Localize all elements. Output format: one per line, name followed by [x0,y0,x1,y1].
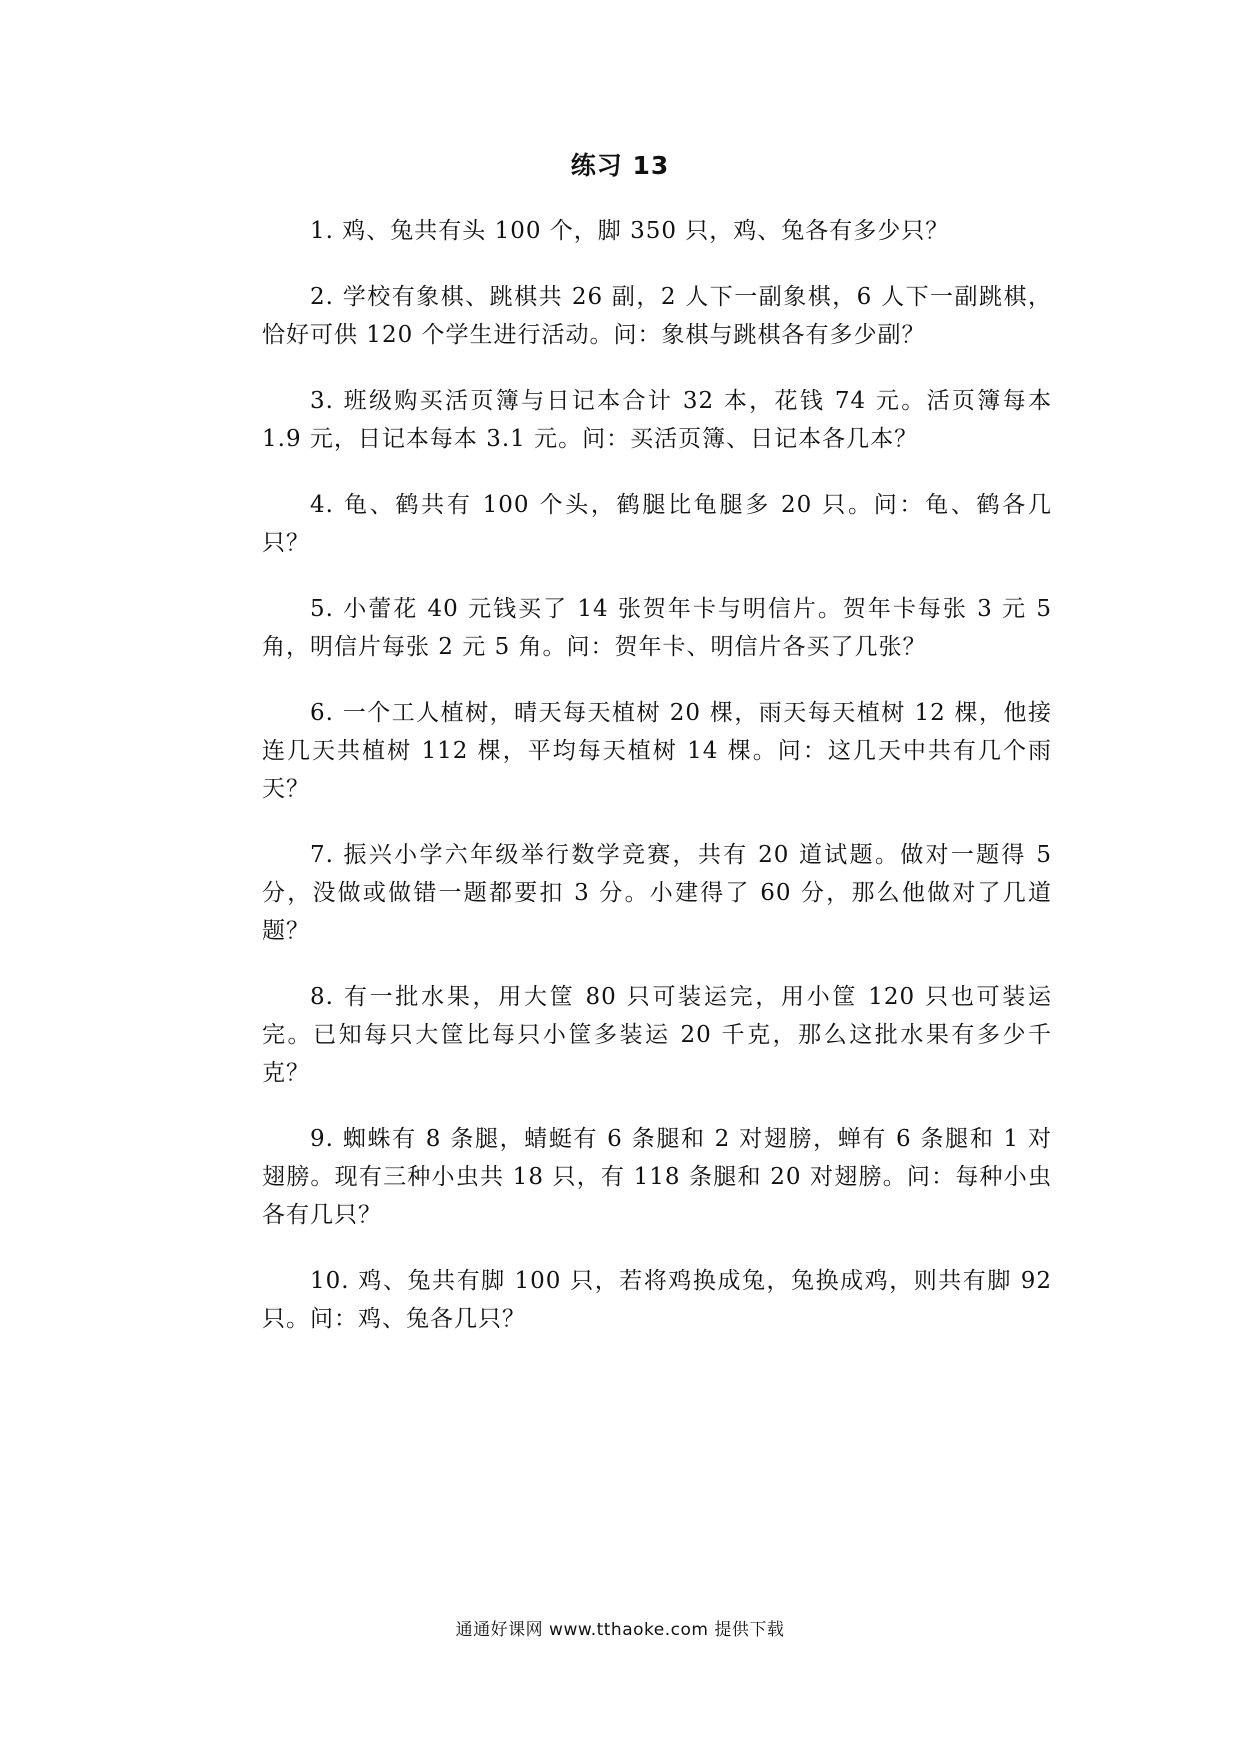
problem-list [262,212,1052,1366]
problem-3: 3. 班级购买活页簿与日记本合计 32 本，花钱 74 元。活页簿每本 1.9 元，日记本每本 3.1 元。问：买活页簿、日记本各几本？ [262,388,1052,452]
problem-6: 6. 一个工人植树，晴天每天植树 20 棵，雨天每天植树 12 棵，他接连几天共植树 112 棵，平均每天植树 14 棵。问：这几天中共有几个雨天？ [262,700,1052,802]
problem-5: 5. 小蕾花 40 元钱买了 14 张贺年卡与明信片。贺年卡每张 3 元 5 角，明信片每张 2 元 5 角。问：贺年卡、明信片各买了几张？ [262,596,1052,660]
problem-9: 9. 蜘蛛有 8 条腿，蜻蜓有 6 条腿和 2 对翅膀，蝉有 6 条腿和 1 对翅膀。现有三种小虫共 18 只，有 118 条腿和 20 对翅膀。问：每种小虫各有几只？ [262,1126,1052,1228]
problem-8: 8. 有一批水果，用大筐 80 只可装运完，用小筐 120 只也可装运完。已知每只大筐比每只小筐多装运 20 千克，那么这批水果有多少千克？ [262,984,1052,1086]
problem-7: 7. 振兴小学六年级举行数学竞赛，共有 20 道试题。做对一题得 5 分，没做或做错一题都要扣 3 分。小建得了 60 分，那么他做对了几道题？ [262,842,1052,944]
problem-10: 10. 鸡、兔共有脚 100 只，若将鸡换成兔，兔换成鸡，则共有脚 92 只。问：鸡、兔各几只？ [262,1268,1052,1332]
problem-2: 2. 学校有象棋、跳棋共 26 副，2 人下一副象棋，6 人下一副跳棋，恰好可供 120 个学生进行活动。问：象棋与跳棋各有多少副？ [262,284,1052,348]
footer-source: 通通好课网 www.tthaoke.com 提供下载 [455,1620,785,1640]
problem-1: 1. 鸡、兔共有头 100 个，脚 350 只，鸡、兔各有多少只？ [310,218,950,244]
page-title: 练习 13 [570,151,670,180]
problem-4: 4. 龟、鹤共有 100 个头，鹤腿比龟腿多 20 只。问：龟、鹤各几只？ [262,492,1052,556]
